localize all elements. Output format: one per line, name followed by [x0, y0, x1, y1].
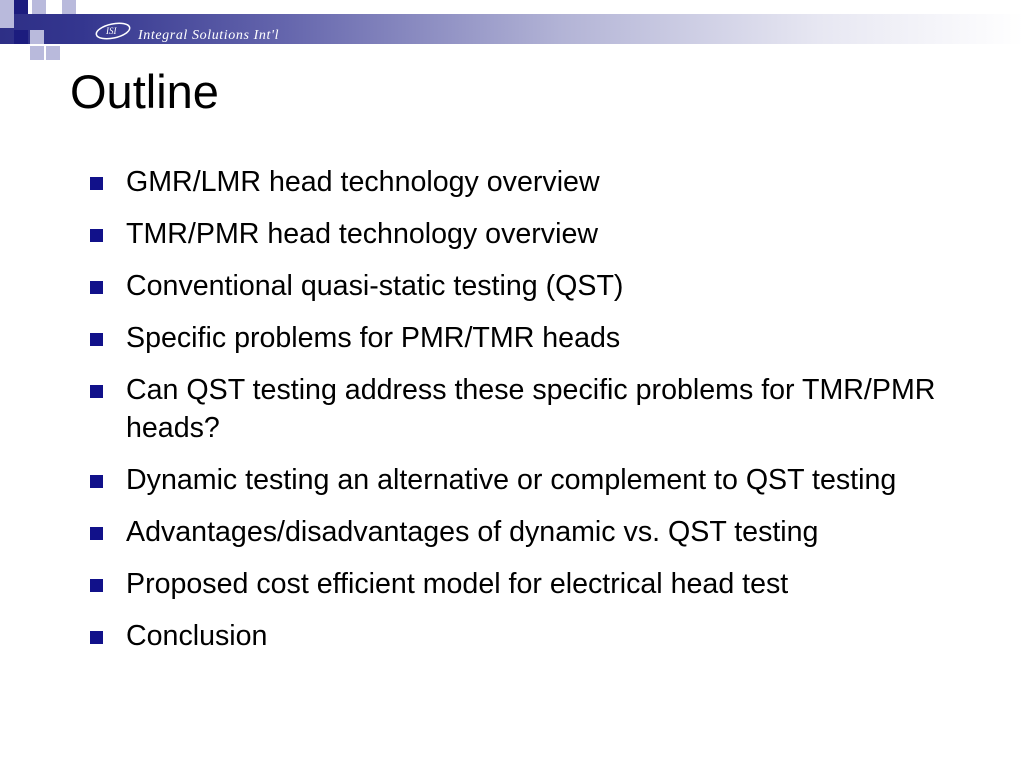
list-item	[88, 461, 968, 499]
square-bullet-icon	[90, 177, 103, 190]
deco-square	[14, 30, 28, 44]
deco-square	[46, 46, 60, 60]
list-item	[88, 565, 968, 603]
square-bullet-icon	[90, 527, 103, 540]
deco-square	[0, 0, 14, 14]
deco-square	[32, 0, 46, 14]
bullet-text: Can QST testing address these specific problems for TMR/PMR heads?	[126, 374, 936, 444]
svg-text:ISI: ISI	[106, 26, 117, 36]
square-bullet-icon	[90, 631, 103, 644]
list-item	[88, 163, 968, 201]
bullet-text: Dynamic testing an alternative or complement to QST testing	[126, 464, 897, 496]
deco-square	[0, 14, 14, 28]
bullet-text: Conventional quasi-static testing (QST)	[126, 270, 624, 302]
list-item	[88, 371, 968, 447]
brand-name: Integral Solutions Int'l	[138, 28, 280, 43]
bullet-text: GMR/LMR head technology overview	[126, 166, 600, 198]
square-bullet-icon	[90, 579, 103, 592]
deco-square	[30, 30, 44, 44]
square-bullet-icon	[90, 281, 103, 294]
list-item	[88, 513, 968, 551]
list-item	[88, 319, 968, 357]
deco-square	[14, 0, 28, 14]
bullet-text: Conclusion	[126, 620, 268, 652]
bullet-text: TMR/PMR head technology overview	[126, 218, 598, 250]
bullet-text: Specific problems for PMR/TMR heads	[126, 322, 621, 354]
list-item	[88, 267, 968, 305]
deco-square	[62, 0, 76, 14]
list-item	[88, 617, 968, 655]
bullet-list	[88, 163, 968, 669]
square-bullet-icon	[90, 385, 103, 398]
square-bullet-icon	[90, 229, 103, 242]
square-bullet-icon	[90, 333, 103, 346]
decorative-squares	[0, 0, 80, 62]
deco-square	[30, 46, 44, 60]
isi-logo-icon	[93, 18, 135, 42]
square-bullet-icon	[90, 475, 103, 488]
bullet-text: Advantages/disadvantages of dynamic vs. QST testing	[126, 516, 819, 548]
list-item	[88, 215, 968, 253]
slide-title: Outline	[70, 65, 219, 118]
bullet-text: Proposed cost efficient model for electrical head test	[126, 568, 789, 600]
